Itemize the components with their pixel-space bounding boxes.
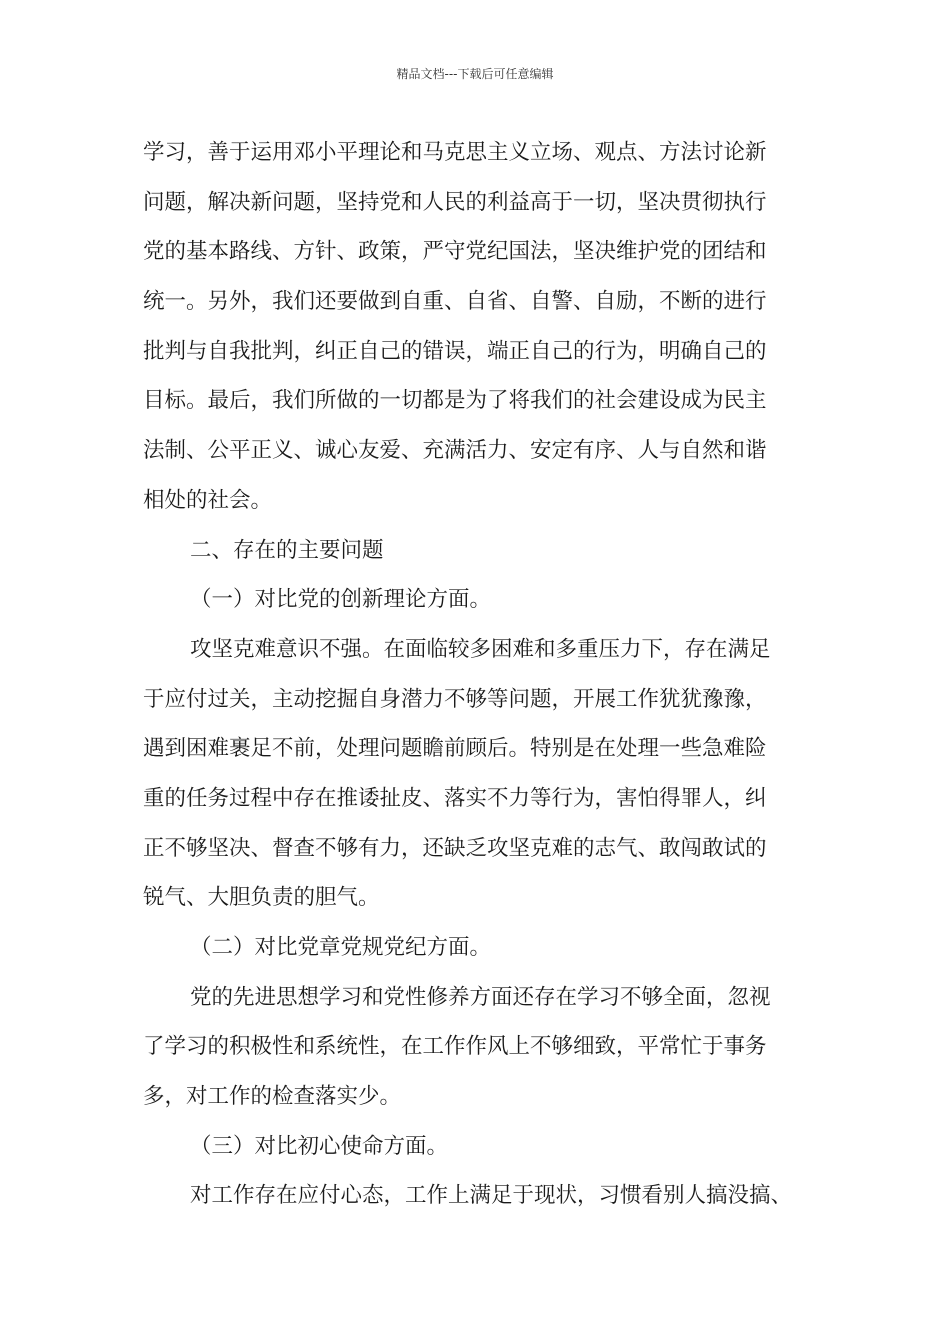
body-line: 目标。最后，我们所做的一切都是为了将我们的社会建设成为民主 [143,388,767,414]
body-line: 统一。另外，我们还要做到自重、自省、自警、自励，不断的进行 [143,289,767,315]
body-line: 遇到困难裹足不前，处理问题瞻前顾后。特别是在处理一些急难险 [143,736,767,762]
subsection-heading: （二）对比党章党规党纪方面。 [190,935,492,960]
document-body [143,128,843,1221]
body-line: 对工作存在应付心态，工作上满足于现状，习惯看别人搞没搞、 [190,1183,793,1209]
body-line: 学习，善于运用邓小平理论和马克思主义立场、观点、方法讨论新 [143,140,767,165]
body-line: 法制、公平正义、诚心友爱、充满活力、安定有序、人与自然和谐 [143,438,767,464]
subsection-heading: （三）对比初心使命方面。 [190,1133,449,1159]
body-line: 多，对工作的检查落实少。 [143,1084,402,1110]
body-line: 于应付过关，主动挖掘自身潜力不够等问题，开展工作犹犹豫豫， [143,686,767,712]
body-line: 了学习的积极性和系统性，在工作作风上不够细致，平常忙于事务 [143,1034,767,1060]
body-line: 相处的社会。 [143,487,273,513]
subsection-heading: （一）对比党的创新理论方面。 [190,587,492,613]
body-line: 正不够坚决、督查不够有力，还缺乏攻坚克难的志气、敢闯敢试的 [143,835,767,861]
section-heading: 二、存在的主要问题 [190,537,384,563]
body-line: 重的任务过程中存在推诿扯皮、落实不力等行为，害怕得罪人，纠 [143,785,767,811]
body-line: 批判与自我批判，纠正自己的错误，端正自己的行为，明确自己的 [143,338,767,364]
body-line: 攻坚克难意识不强。在面临较多困难和多重压力下，存在满足 [190,636,771,662]
body-line: 问题，解决新问题，坚持党和人民的利益高于一切，坚决贯彻执行 [143,189,767,215]
body-line: 锐气、大胆负责的胆气。 [143,885,380,911]
page-header: 精品文档---下载后可任意编辑 [396,67,554,81]
body-line: 党的先进思想学习和党性修养方面还存在学习不够全面，忽视 [190,984,771,1010]
body-line: 党的基本路线、方针、政策，严守党纪国法，坚决维护党的团结和 [143,239,767,265]
